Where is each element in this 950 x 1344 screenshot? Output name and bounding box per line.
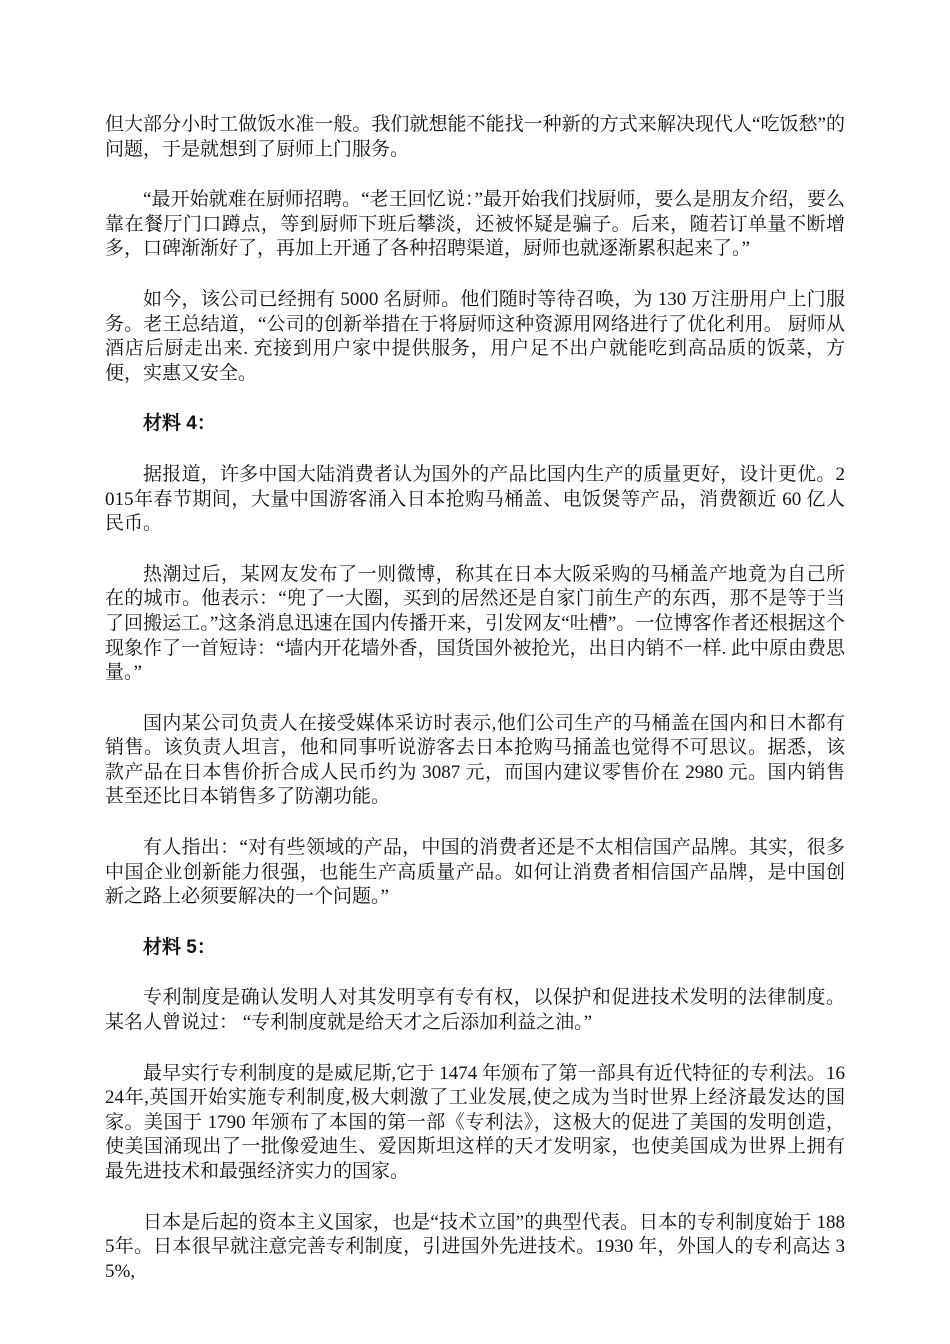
paragraph: 专利制度是确认发明人对其发明享有专有权，以保护和促进技术发明的法律制度。某名人曾说过： “专利制度就是给天才之后添加利益之油。” <box>105 987 845 1034</box>
document-content <box>105 113 845 1284</box>
paragraph: 据报道，许多中国大陆消费者认为国外的产品比国内生产的质量更好，设计更优。2015年春节期间，大量中国游客涌入日本抢购马桶盖、电饭煲等产品，消费额近 60 亿人民币。 <box>105 463 845 535</box>
paragraph: 有人指出：“对有些领域的产品，中国的消费者还是不太相信国产品牌。其实，很多中国企业创新能力很强，也能生产高质量产品。如何让消费者相信国产品牌，是中国创新之路上必须要解决的一个问题。” <box>105 837 845 908</box>
material-heading: 材料 4： <box>143 413 216 435</box>
paragraph: 最早实行专利制度的是威尼斯,它于 1474 年颁布了第一部具有近代特征的专利法。1624年,英国开始实施专利制度,极大刺激了工业发展,使之成为当时世界上经济最发达的国家。美国于 1790 年颁布了本国的第一部《专利法》，这极大的促进了美国的发明创造，使美国涌现出了一批像爱迪生、爱因斯坦这样的天才发明家，也使美国成为世界上拥有最先进技术和最强经济实力的国家。 <box>105 1062 845 1182</box>
paragraph: 热潮过后，某网友发布了一则微博，称其在日本大阪采购的马桶盖产地竟为自己所在的城市。他表示：“兜了一大圈，买到的居然还是自家门前生产的东西，那不是等于当了回搬运工。”这条消息迅速在国内传播开来，引发网友“吐槽”。一位博客作者还根据这个现象作了一首短诗：“墙内开花墙外香，国货国外被抢光，出日内销不一样. 此中原由费思量。” <box>105 563 845 684</box>
paragraph: “最开始就难在厨师招聘。“老王回忆说：”最开始我们找厨师，要么是朋友介绍，要么靠在餐厅门口蹲点，等到厨师下班后攀淡，还被怀疑是骗子。后来，随若订单量不断增多，口碑渐渐好了，再加上开通了各种招聘渠道，厨师也就逐渐累积起来了。” <box>105 189 845 260</box>
paragraph: 日本是后起的资本主义国家，也是“技术立国”的典型代表。日本的专利制度始于 1885年。日本很早就注意完善专利制度，引进国外先进技术。1930 年，外国人的专利高达 35%, <box>105 1211 845 1282</box>
paragraph: 但大部分小时工做饭水准一般。我们就想能不能找一种新的方式来解决现代人“吃饭愁”的问题，于是就想到了厨师上门服务。 <box>105 114 845 160</box>
paragraph: 如今，该公司已经拥有 5000 名厨师。他们随时等待召唤，为 130 万注册用户上门服务。老王总结道，“公司的创新举措在于将厨师这种资源用网络进行了优化利用。 厨师从酒店后厨走出来. 充接到用户家中提供服务，用户足不出户就能吃到高品质的饭菜，方便，实惠又安全。 <box>105 288 845 384</box>
paragraph: 国内某公司负责人在接受媒体采访时表示,他们公司生产的马桶盖在国内和日木都有销售。该负责人坦言，他和同事听说游客去日本抢购马捅盖也觉得不可思议。据悉，该款产品在日本售价折合成人民币约为 3087 元，而国内建议零售价在 2980 元。国内销售甚至还比日本销售多了防潮功能。 <box>105 712 845 808</box>
material-heading: 材料 5： <box>143 936 216 958</box>
